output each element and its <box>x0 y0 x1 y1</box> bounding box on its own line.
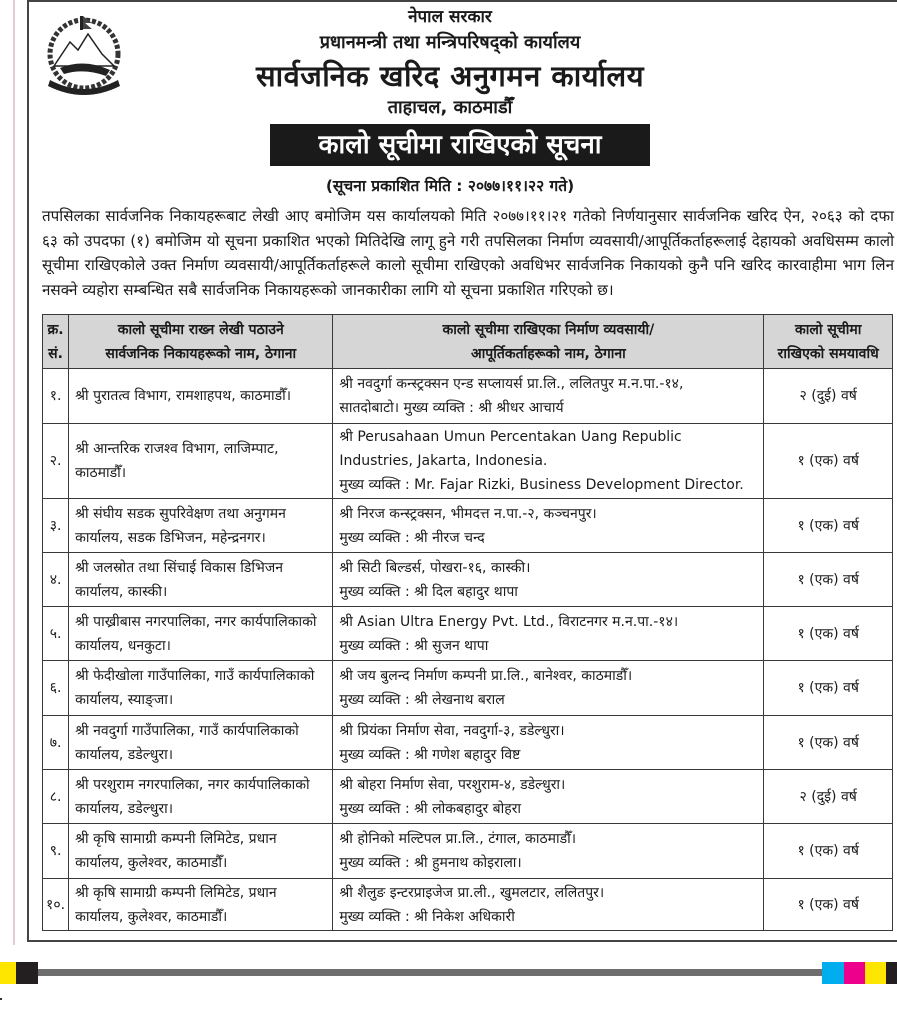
row-blacklisted-contractor <box>333 424 764 499</box>
row-requesting-entity: श्री पुरातत्व विभाग, रामशाहपथ, काठमाडौँ। <box>69 369 333 424</box>
intro-paragraph: तपसिलका सार्वजनिक निकायहरूबाट लेखी आए बमोजिम यस कार्यालयको मिति २०७७।११।२१ गतेको निर्णयानुसार सार्वजनिक खरिद ऐन, २०६३ को दफा ६३ को उपदफा (१) बमोजिम यो सूचना प्रकाशित भएको मितिदेखि लागू हुने गरी तपसिलका निर्माण व्यवसायी/आपूर्तिकर्ताहरूलाई देहायको अवधिसम्म कालो सूचीमा राखिएकोले उक्त निर्माण व्यवसायी/आपूर्तिकर्ताहरूले कालो सूचीमा राखिएको अवधिभर सार्वजनिक निकायको कुनै पनि खरिद कारवाहीमा भाग लिन नसक्ने व्यहोरा सम्बन्धित सबै सार्वजनिक निकायहरूको जानकारीका लागि यो सूचना प्रकाशित गरिएको छ। <box>42 207 894 299</box>
row-blacklisted-contractor <box>333 553 764 607</box>
contractor-line: श्री निरज कन्स्ट्रक्सन, भीमदत्त न.पा.-२, कञ्चनपुर। <box>339 505 597 522</box>
notice-title: कालो सूचीमा राखिएको सूचना <box>270 124 650 166</box>
row-serial: ७. <box>43 716 69 770</box>
row-blacklisted-contractor <box>333 716 764 770</box>
row-serial: १०. <box>43 879 69 931</box>
header-entity-line2: सार्वजनिक निकायहरूको नाम, ठेगाना <box>105 345 297 362</box>
print-mark-black-left <box>16 962 38 984</box>
print-mark-cyan <box>822 962 844 984</box>
table-body <box>43 369 893 931</box>
table-row <box>43 716 893 770</box>
row-serial: ६. <box>43 661 69 716</box>
header-entity <box>69 315 333 369</box>
row-serial: ५. <box>43 607 69 661</box>
row-serial: १. <box>43 369 69 424</box>
contractor-line: मुख्य व्यक्ति : श्री दिल बहादुर थापा <box>339 583 518 600</box>
row-blacklisted-contractor <box>333 770 764 824</box>
office-name: सार्वजनिक खरिद अनुगमन कार्यालय <box>255 59 645 93</box>
row-blacklisted-contractor <box>333 661 764 716</box>
header-contractor-line1: कालो सूचीमा राखिएका निर्माण व्यवसायी/ <box>442 321 655 338</box>
row-requesting-entity: श्री जलस्रोत तथा सिंचाई विकास डिभिजन कार्यालय, कास्की। <box>69 553 333 607</box>
print-mark-black-right <box>886 962 897 984</box>
header-period <box>764 315 893 369</box>
table-row <box>43 369 893 424</box>
row-blacklisted-contractor <box>333 499 764 553</box>
contractor-line: मुख्य व्यक्ति : श्री लेखनाथ बराल <box>339 692 505 708</box>
table-row <box>43 424 893 499</box>
row-serial: ९. <box>43 824 69 879</box>
contractor-line: श्री नवदुर्गा कन्स्ट्रक्सन एन्ड सप्लायर्स प्रा.लि., ललितपुर म.न.पा.-१४, <box>339 376 684 392</box>
table-row <box>43 879 893 931</box>
print-mark-yellow-left <box>0 962 16 984</box>
row-blacklist-period: १ (एक) वर्ष <box>764 879 893 931</box>
row-requesting-entity: श्री संघीय सडक सुपरिवेक्षण तथा अनुगमन कार्यालय, सडक डिभिजन, महेन्द्रनगर। <box>69 499 333 553</box>
header-contractor-line2: आपूर्तिकर्ताहरूको नाम, ठेगाना <box>470 345 626 362</box>
contractor-line: श्री सिटी बिल्डर्स, पोखरा-१६, कास्की। <box>339 559 531 576</box>
blacklist-table <box>42 314 893 931</box>
row-blacklist-period: १ (एक) वर्ष <box>764 824 893 879</box>
header-period-line2: राखिएको समयावधि <box>777 345 879 362</box>
row-requesting-entity: श्री पाख्रीबास नगरपालिका, नगर कार्यपालिकाको कार्यालय, धनकुटा। <box>69 607 333 661</box>
contractor-line: मुख्य व्यक्ति : श्री हुमनाथ कोइराला। <box>339 855 522 871</box>
row-blacklist-period: १ (एक) वर्ष <box>764 716 893 770</box>
row-serial: २. <box>43 424 69 499</box>
contractor-line: Industries, Jakarta, Indonesia. <box>339 453 548 469</box>
row-blacklist-period: १ (एक) वर्ष <box>764 607 893 661</box>
header-period-line1: कालो सूचीमा <box>795 321 862 338</box>
contractor-line: श्री होनिको मल्टिपल प्रा.लि., टंगाल, काठमाडौँ। <box>339 831 577 847</box>
row-requesting-entity: श्री फेदीखोला गाउँपालिका, गाउँ कार्यपालिकाको कार्यालय, स्याङ्जा। <box>69 661 333 716</box>
contractor-line: मुख्य व्यक्ति : श्री सुजन थापा <box>339 637 489 654</box>
print-mark-yellow-right <box>865 962 886 984</box>
print-mark-line <box>38 969 822 976</box>
contractor-line: श्री Asian Ultra Energy Pvt. Ltd., विराटनगर म.न.पा.-१४। <box>339 613 679 630</box>
contractor-line: सातदोबाटो। मुख्य व्यक्ति : श्री श्रीधर आचार्य <box>339 400 564 416</box>
row-blacklist-period: १ (एक) वर्ष <box>764 499 893 553</box>
contractor-line: मुख्य व्यक्ति : श्री निकेश अधिकारी <box>339 908 515 925</box>
row-blacklist-period: १ (एक) वर्ष <box>764 661 893 716</box>
header-serial <box>43 315 69 369</box>
contractor-line: श्री जय बुलन्द निर्माण कम्पनी प्रा.लि., बानेश्वर, काठमाडौँ। <box>339 668 633 684</box>
contractor-line: मुख्य व्यक्ति : Mr. Fajar Rizki, Business Development Director. <box>339 477 744 493</box>
row-blacklist-period: २ (दुई) वर्ष <box>764 770 893 824</box>
print-color-bar <box>0 962 897 984</box>
publication-date: (सूचना प्रकाशित मिति : २०७७।११।२२ गते) <box>325 177 575 195</box>
row-blacklisted-contractor <box>333 607 764 661</box>
header-contractor <box>333 315 764 369</box>
government-name: नेपाल सरकार <box>408 7 492 27</box>
contractor-line: मुख्य व्यक्ति : श्री नीरज चन्द <box>339 529 485 546</box>
row-blacklisted-contractor <box>333 824 764 879</box>
row-blacklist-period: १ (एक) वर्ष <box>764 553 893 607</box>
header-entity-line1: कालो सूचीमा राख्न लेखी पठाउने <box>117 321 284 338</box>
row-serial: ४. <box>43 553 69 607</box>
table-header-row <box>43 315 893 369</box>
contractor-line: मुख्य व्यक्ति : श्री गणेश बहादुर विष्ट <box>339 746 521 763</box>
table-row <box>43 499 893 553</box>
print-mark-magenta <box>844 962 865 984</box>
contractor-line: श्री प्रियंका निर्माण सेवा, नवदुर्गा-३, डडेल्धुरा। <box>339 722 565 739</box>
contractor-line: मुख्य व्यक्ति : श्री लोकबहादुर बोहरा <box>339 800 522 817</box>
table-row <box>43 661 893 716</box>
table-row <box>43 770 893 824</box>
contractor-line: श्री शैलुङ इन्टरप्राइजेज प्रा.ली., खुमलटार, ललितपुर। <box>339 884 605 901</box>
row-requesting-entity: श्री नवदुर्गा गाउँपालिका, गाउँ कार्यपालिकाको कार्यालय, डडेल्धुरा। <box>69 716 333 770</box>
contractor-line: श्री बोहरा निर्माण सेवा, परशुराम-४, डडेल्धुरा। <box>339 776 566 793</box>
table-row <box>43 553 893 607</box>
row-blacklist-period: १ (एक) वर्ष <box>764 424 893 499</box>
row-serial: ८. <box>43 770 69 824</box>
page-edge-rule <box>13 0 15 945</box>
row-requesting-entity: श्री कृषि सामाग्री कम्पनी लिमिटेड, प्रधान कार्यालय, कुलेश्वर, काठमाडौँ। <box>69 824 333 879</box>
table-row <box>43 607 893 661</box>
row-requesting-entity: श्री कृषि सामाग्री कम्पनी लिमिटेड, प्रधान कार्यालय, कुलेश्वर, काठमाडौँ। <box>69 879 333 931</box>
crop-mark <box>0 998 2 1000</box>
ministry-name: प्रधानमन्त्री तथा मन्त्रिपरिषद्को कार्यालय <box>319 32 581 53</box>
row-requesting-entity: श्री आन्तरिक राजश्व विभाग, लाजिम्पाट, काठमाडौँ। <box>69 424 333 499</box>
row-requesting-entity: श्री परशुराम नगरपालिका, नगर कार्यपालिकाको कार्यालय, डडेल्धुरा। <box>69 770 333 824</box>
office-location: ताहाचल, काठमाडौँ <box>387 97 513 118</box>
row-blacklist-period: २ (दुई) वर्ष <box>764 369 893 424</box>
row-blacklisted-contractor <box>333 879 764 931</box>
table-row <box>43 824 893 879</box>
header-serial-line1: क्र. <box>47 321 64 338</box>
row-blacklisted-contractor <box>333 369 764 424</box>
contractor-line: श्री Perusahaan Umun Percentakan Uang Republic <box>339 429 682 445</box>
row-serial: ३. <box>43 499 69 553</box>
header-serial-line2: सं. <box>48 345 63 362</box>
